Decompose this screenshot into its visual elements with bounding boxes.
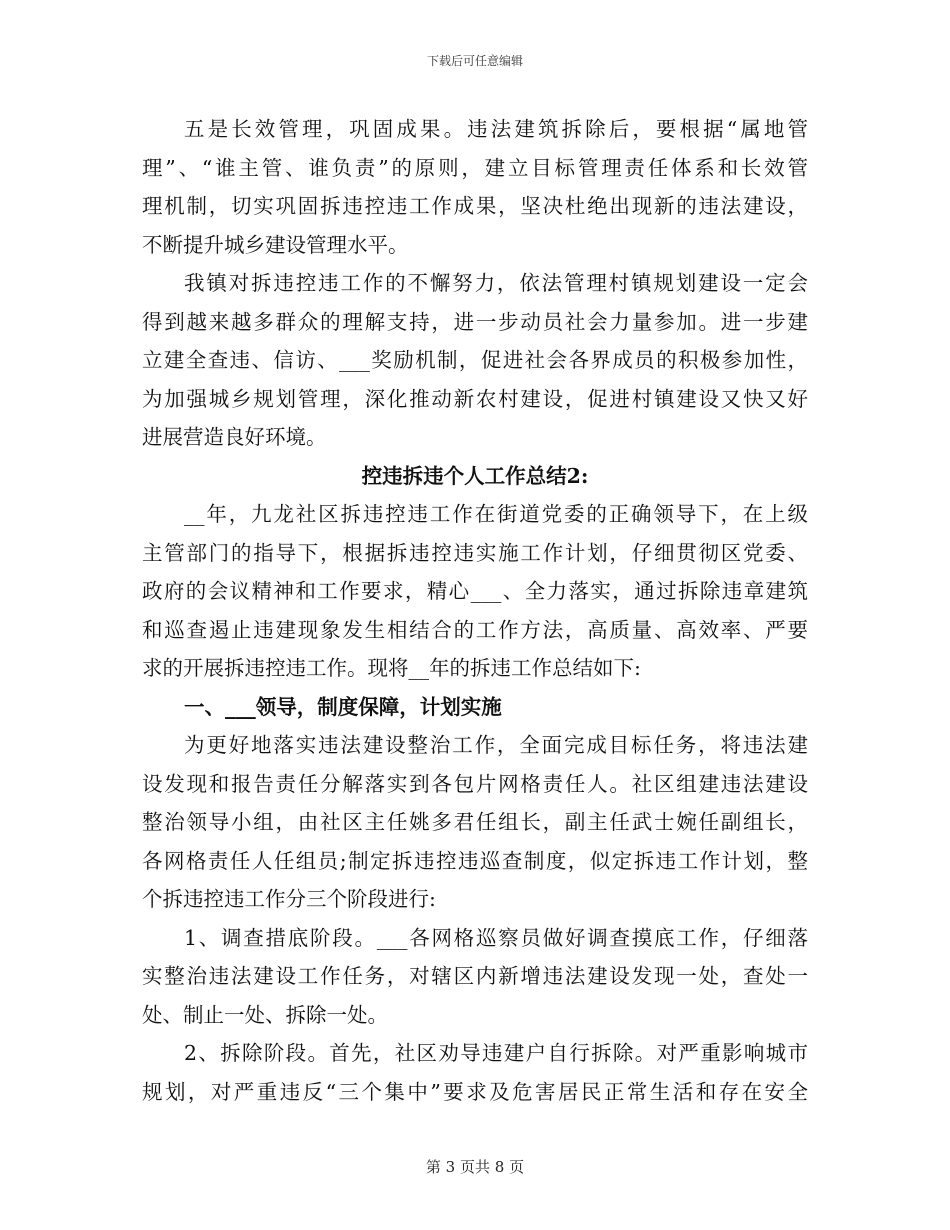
paragraph-line: 得到越来越多群众的理解支持，进一步动员社会力量参加。进一步建 (142, 309, 808, 334)
paragraph-line: 处、制止一处、拆除一处。 (142, 1002, 388, 1027)
paragraph-line: 我镇对拆违控违工作的不懈努力，依法管理村镇规划建设一定会 (184, 271, 808, 295)
paragraph-line: 实整治违法建设工作任务，对辖区内新增违法建设发现一处，查处一 (142, 964, 808, 988)
paragraph-line: 为更好地落实违法建设整治工作，全面完成目标任务，将违法建 (184, 733, 808, 757)
subsection-heading: 一、___领导，制度保障，计划实施 (184, 694, 502, 719)
paragraph-line: 个拆违控违工作分三个阶段进行: (142, 887, 436, 911)
paragraph-line: 设发现和报告责任分解落实到各包片网格责任人。社区组建违法建设 (142, 771, 808, 796)
paragraph-line: 理”、“谁主管、谁负责”的原则，建立目标管理责任体系和长效管 (142, 155, 808, 180)
paragraph-line: 进展营造良好环境。 (142, 425, 327, 449)
paragraph-line: 2、拆除阶段。首先，社区劝导违建户自行拆除。对严重影响城市 (184, 1041, 808, 1065)
paragraph-line: 政府的会议精神和工作要求，精心___、全力落实，通过拆除违章建筑 (142, 579, 808, 603)
paragraph-line: 求的开展拆违控违工作。现将__年的拆违工作总结如下: (142, 656, 641, 680)
paragraph-line: 1、调查措底阶段。___各网格巡察员做好调查摸底工作，仔细落 (184, 925, 808, 950)
page-number: 第 3 页共 8 页 (425, 1158, 525, 1176)
paragraph-line: 整治领导小组，由社区主任姚多君任组长，副主任武士婉任副组长， (142, 810, 808, 834)
section-title: 控违拆违个人工作总结2: (361, 463, 589, 488)
paragraph-line: 和巡查遏止违建现象发生相结合的工作方法，高质量、高效率、严要 (142, 617, 808, 642)
paragraph-line: 立建全查违、信访、___奖励机制，促进社会各界成员的积极参加性， (142, 348, 808, 372)
document-body (142, 110, 808, 1111)
paragraph-line: 为加强城乡规划管理，深化推动新农村建设，促进村镇建设又快又好 (142, 386, 808, 411)
page-header-note: 下载后可任意编辑 (426, 54, 523, 68)
paragraph-line: 理机制，切实巩固拆违控违工作成果，坚决杜绝出现新的违法建设， (142, 194, 808, 218)
paragraph-line: __年，九龙社区拆违控违工作在街道党委的正确领导下，在上级 (184, 502, 808, 526)
paragraph-line: 各网格责任人任组员;制定拆违控违巡查制度，似定拆违工作计划，整 (142, 848, 808, 873)
paragraph-line: 规划，对严重违反“三个集中”要求及危害居民正常生活和存在安全 (142, 1079, 808, 1104)
paragraph-line: 不断提升城乡建设管理水平。 (142, 232, 409, 257)
paragraph-line: 五是长效管理，巩固成果。违法建筑拆除后，要根据“属地管 (184, 117, 808, 141)
paragraph-line: 主管部门的指导下，根据拆违控违实施工作计划，仔细贯彻区党委、 (142, 540, 808, 565)
